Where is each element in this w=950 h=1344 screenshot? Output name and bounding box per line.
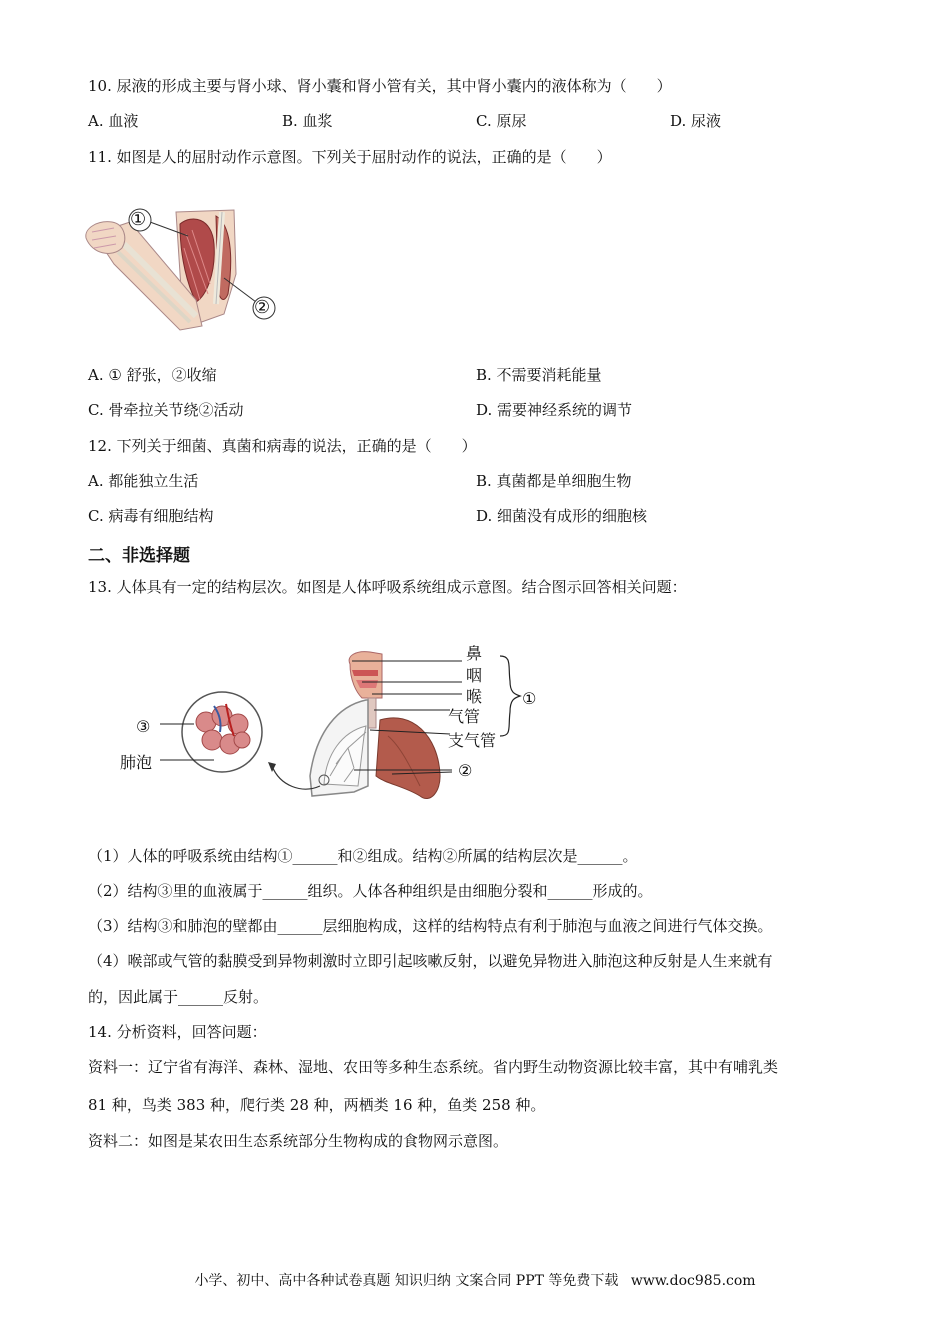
- q13-stem: 13. 人体具有一定的结构层次。如图是人体呼吸系统组成示意图。结合图示回答相关问题：: [88, 578, 687, 596]
- label-larynx: 喉: [466, 687, 483, 706]
- arm-label-2: ②: [254, 297, 271, 318]
- page-footer: [0, 1270, 950, 1290]
- q11-stem: 11. 如图是人的屈肘动作示意图。下列关于屈肘动作的说法，正确的是（ ）: [88, 148, 612, 166]
- q13-sub-2: （2）结构③里的血液属于______组织。人体各种组织是由细胞分裂和______形成的。: [88, 882, 653, 900]
- q13-sub-1: （1）人体的呼吸系统由结构①______和②组成。结构②所属的结构层次是______。: [88, 847, 638, 865]
- q10-option-b: B. 血浆: [282, 112, 333, 130]
- q12-option-d: D. 细菌没有成形的细胞核: [476, 507, 648, 525]
- q10-option-d: D. 尿液: [670, 112, 722, 130]
- q10-option-a: A. 血液: [88, 112, 139, 130]
- q10-stem: 10. 尿液的形成主要与肾小球、肾小囊和肾小管有关，其中肾小囊内的液体称为（ ）: [88, 77, 672, 95]
- q11-option-a: A. ① 舒张，②收缩: [88, 366, 217, 384]
- respiratory-system-figure: [120, 636, 550, 806]
- q11-option-b: B. 不需要消耗能量: [476, 366, 602, 384]
- q14-material2: 资料二：如图是某农田生态系统部分生物构成的食物网示意图。: [88, 1132, 509, 1150]
- q10-option-c: C. 原尿: [476, 112, 527, 130]
- label-group-1: ①: [522, 689, 537, 708]
- section-title: 二、非选择题: [88, 546, 190, 566]
- q14-material1-line2: 81 种，鸟类 383 种，爬行类 28 种，两栖类 16 种，鱼类 258 种。: [88, 1096, 546, 1114]
- label-trachea: 气管: [448, 707, 481, 726]
- q11-option-d: D. 需要神经系统的调节: [476, 401, 633, 419]
- label-bronchi: 支气管: [448, 731, 497, 750]
- q12-option-c: C. 病毒有细胞结构: [88, 507, 214, 525]
- label-nose: 鼻: [466, 644, 483, 663]
- q14-material1-line1: 资料一：辽宁省有海洋、森林、湿地、农田等多种生态系统。省内野生动物资源比较丰富，其中有哺乳类: [88, 1058, 779, 1076]
- q12-option-b: B. 真菌都是单细胞生物: [476, 472, 632, 490]
- label-alveoli: 肺泡: [120, 753, 153, 772]
- q13-sub-4-cont: 的，因此属于______反射。: [88, 988, 269, 1006]
- q11-option-c: C. 骨牵拉关节绕②活动: [88, 401, 244, 419]
- q12-stem: 12. 下列关于细菌、真菌和病毒的说法，正确的是（ ）: [88, 437, 477, 455]
- footer-url[interactable]: www.doc985.com: [630, 1273, 756, 1289]
- arm-label-1: ①: [130, 209, 147, 230]
- q12-option-a: A. 都能独立生活: [88, 472, 199, 490]
- label-pharynx: 咽: [466, 666, 483, 685]
- footer-text: 小学、初中、高中各种试卷真题 知识归纳 文案合同 PPT 等免费下载: [194, 1273, 619, 1289]
- label-num-3: ③: [136, 717, 151, 736]
- q14-stem: 14. 分析资料，回答问题：: [88, 1023, 267, 1041]
- q13-sub-4: （4）喉部或气管的黏膜受到异物刺激时立即引起咳嗽反射，以避免异物进入肺泡这种反射是人生来就有: [88, 952, 773, 970]
- label-group-2: ②: [458, 761, 473, 780]
- q13-sub-3: （3）结构③和肺泡的壁都由______层细胞构成，这样的结构特点有利于肺泡与血液之间进行气体交换。: [88, 917, 773, 935]
